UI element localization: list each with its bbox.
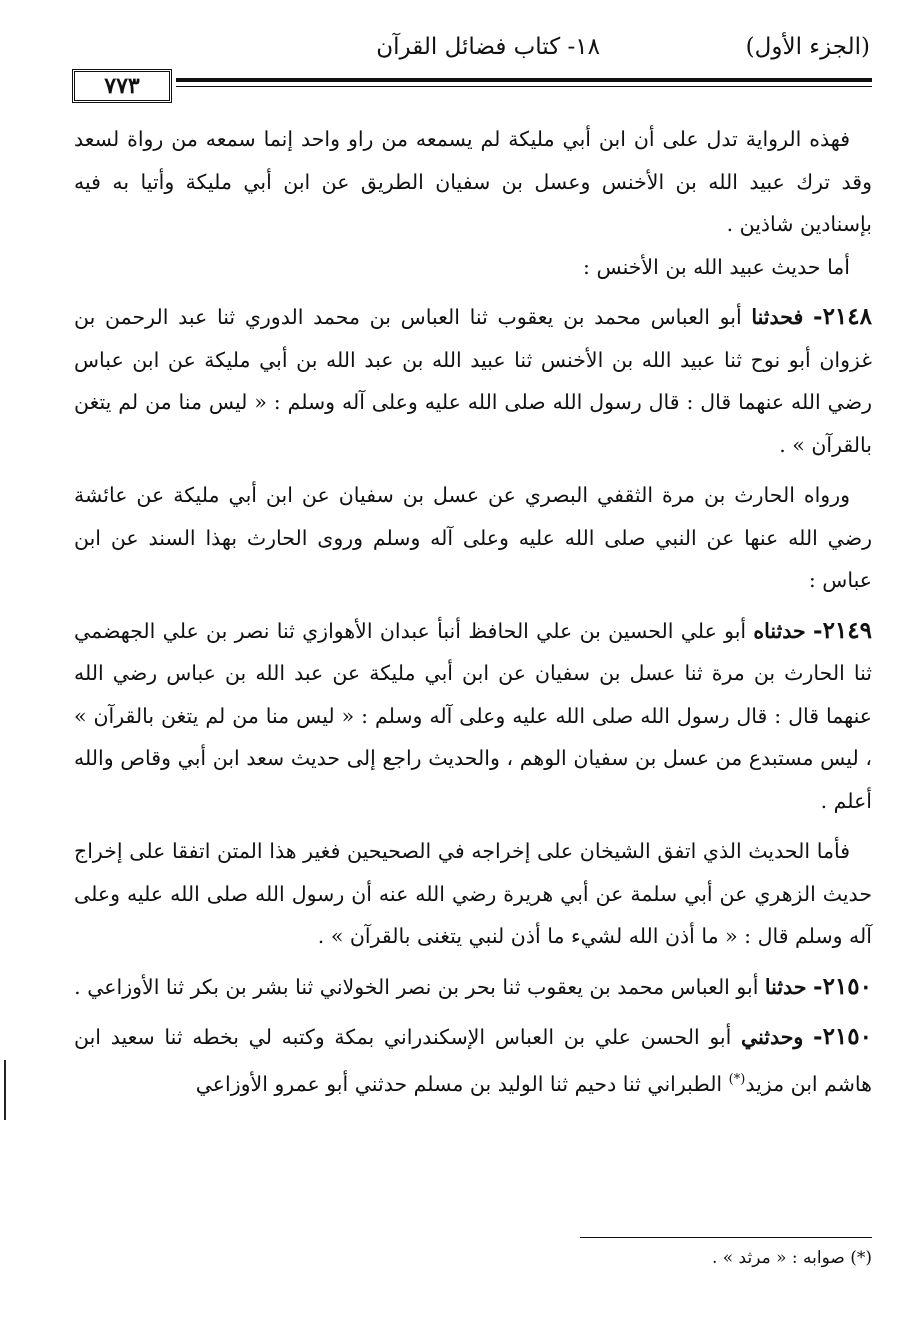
hadith-text: أبو علي الحسين بن علي الحافظ أنبأ عبدان الأهوازي ثنا نصر بن علي الجهضمي ثنا الحارث بن مرة ثنا عسل بن سفيان عن ابن أبي مليكة عن عبد الله بن عباس رضي الله عنهما قال : قال رسول الله صلى الله عليه وعلى آله وسلم : « ليس منا من لم يتغن بالقرآن » ، ليس مستبدع من عسل بن سفيان الوهم ، والحديث راجع إلى حديث سعد ابن أبي وقاص والله أعلم . (74, 618, 872, 813)
hadith-number: ٢١٤٨- (813, 303, 872, 330)
footnote-reference: (*) (728, 1071, 746, 1087)
footnote (560, 1248, 872, 1268)
hadith-text: أبو الحسن علي بن العباس الإسكندراني بمكة وكتبه لي بخطه ثنا سعيد ابن هاشم ابن مزيد (74, 1025, 872, 1096)
paragraph-shaykhan: فأما الحديث الذي اتفق الشيخان على إخراجه في الصحيحين فغير هذا المتن اتفقا على إخراج حديث الزهري عن أبي سلمة عن أبي هريرة رضي الله عنه أن رسول الله صلى الله عليه وعلى آله وسلم قال : « ما أذن الله لشيء ما أذن لنبي يتغنى بالقرآن » . (74, 839, 872, 948)
hadith-text-continued: الطبراني ثنا دحيم ثنا الوليد بن مسلم حدثني أبو عمرو الأوزاعي (195, 1071, 729, 1096)
hadith-2148 (74, 296, 872, 466)
paragraph-intro: فهذه الرواية تدل على أن ابن أبي مليكة لم يسمعه من راو واحد إنما سمعه من رواة لسعد وقد ترك عبيد الله بن الأخنس وعسل بن سفيان الطريق عن ابن أبي مليكة وأتيا به فيه بإسنادين شاذين . (74, 127, 872, 236)
header-rule (176, 78, 872, 82)
hadith-number: ٢١٥٠- (813, 972, 872, 1000)
header-rule-thin (176, 86, 872, 87)
footnote-mark: (*) (850, 1248, 872, 1268)
hadith-lead-word: حدثناه (753, 618, 806, 643)
hadith-2149 (74, 610, 872, 823)
hadith-lead-word: حدثنا (764, 974, 807, 999)
hadith-2150b (74, 1016, 872, 1105)
paragraph-heading: أما حديث عبيد الله بن الأخنس : (583, 254, 850, 279)
hadith-number: ٢١٥٠- (813, 1023, 872, 1050)
hadith-lead-word: وحدثني (741, 1025, 804, 1049)
running-header (84, 34, 870, 74)
hadith-2150a (74, 966, 872, 1009)
paragraph-harith: ورواه الحارث بن مرة الثقفي البصري عن عسل بن سفيان عن ابن أبي مليكة عن عائشة رضي الله عنها عن النبي صلى الله عليه وعلى آله وسلم وروى الحارث بهذا السند عن ابن عباس : (74, 483, 872, 592)
scan-edge-mark (4, 1060, 6, 1120)
page-number: ٧٧٣ (72, 69, 172, 103)
footnote-rule (580, 1237, 872, 1238)
hadith-text: أبو العباس محمد بن يعقوب ثنا العباس بن محمد الدوري ثنا عبد الرحمن بن غزوان أبو نوح ثنا عبيد الله بن الأخنس ثنا عبيد الله بن عبد الله بن أبي مليكة عن ابن عباس رضي الله عنهما قال : قال رسول الله صلى الله عليه وعلى آله وسلم : « ليس منا من لم يتغن بالقرآن » . (74, 305, 872, 457)
footnote-text: صوابه : « مرثد » . (711, 1248, 845, 1268)
hadith-lead-word: فحدثنا (751, 305, 804, 329)
hadith-number: ٢١٤٩- (813, 616, 872, 644)
main-text (74, 118, 872, 1105)
hadith-text: أبو العباس محمد بن يعقوب ثنا بحر بن نصر الخولاني ثنا بشر بن بكر ثنا الأوزاعي . (74, 974, 759, 999)
part-label: (الجزء الأول) (745, 34, 870, 60)
chapter-title: ١٨- كتاب فضائل القرآن (376, 34, 600, 60)
